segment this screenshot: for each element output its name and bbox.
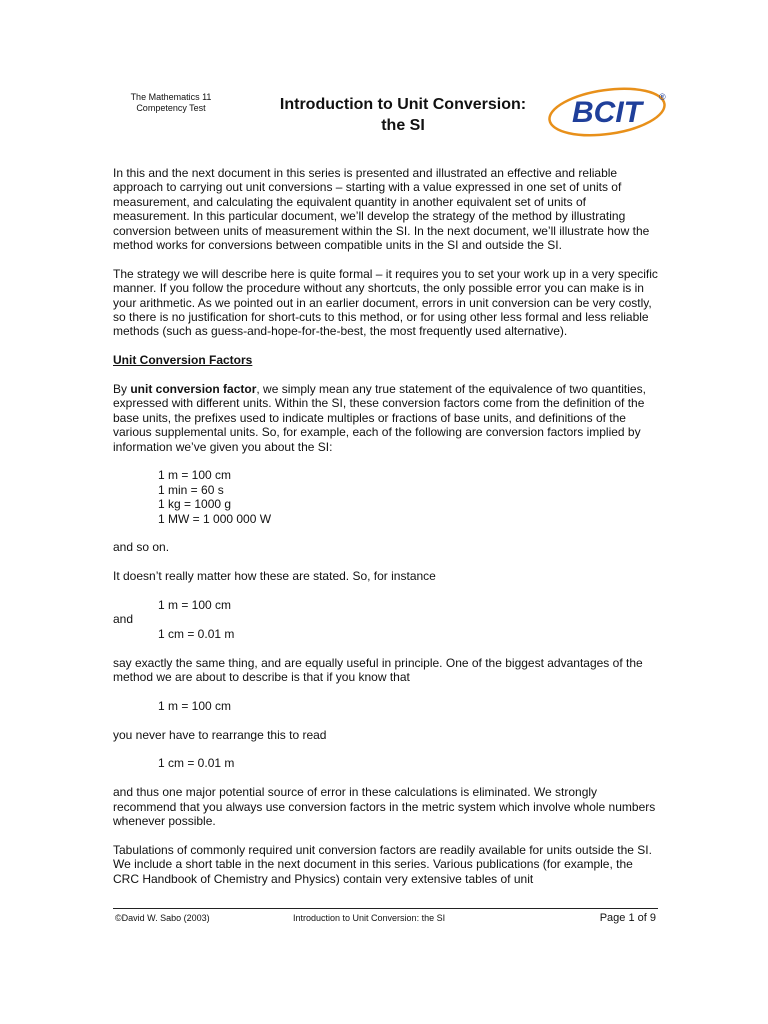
equation-pair-second: 1 cm = 0.01 m bbox=[158, 626, 235, 641]
competency-test-label bbox=[113, 92, 229, 114]
definition-rest: , we simply mean any true statement of the equivalence of two quantities, expressed with different units. Within the SI, these conversion factors come from the definition of the base units, the prefixes used to indicate multiples or fractions of base units, and definitions of the various supplemental units. So, for example, each of the following are conversion factors implied by information we’ve given you about the SI: bbox=[113, 382, 646, 454]
paragraph-definition bbox=[113, 382, 658, 454]
equation-known: 1 m = 100 cm bbox=[158, 698, 232, 713]
document-body bbox=[113, 166, 658, 901]
title-line-2: the SI bbox=[381, 117, 425, 134]
paragraph-strategy: The strategy we will describe here is quite formal – it requires you to set your work up in a very specific manner. If you follow the procedure without any shortcuts, the only possible error you can make is in your arithmetic. As we pointed out in an earlier document, errors in unit conversion can be very costly, so there is no justification for short-cuts to this method, or for using other less formal and less reliable methods (such as guess-and-hope-for-the-best, the most frequently used alternative). bbox=[113, 266, 658, 339]
bcit-logo bbox=[545, 84, 673, 140]
equation-min-s: 1 min = 60 s bbox=[158, 482, 224, 497]
title-line-1: Introduction to Unit Conversion: bbox=[279, 96, 527, 113]
definition-term: unit conversion factor bbox=[130, 382, 257, 397]
logo-registered-mark: ® bbox=[659, 92, 666, 102]
equation-rearranged: 1 cm = 0.01 m bbox=[158, 756, 235, 771]
paragraph-stated: It doesn’t really matter how these are stated. So, for instance bbox=[113, 569, 436, 584]
paragraph-recommendation: and thus one major potential source of error in these calculations is eliminated. We strongly recommend that you always use conversion factors in the metric system which involve whole numbers whenever possible. bbox=[113, 785, 656, 829]
equation-mw-w: 1 MW = 1 000 000 W bbox=[158, 511, 272, 526]
paragraph-intro: In this and the next document in this series is presented and illustrated an effective and reliable approach to carrying out unit conversions – starting with a value expressed in one set of units of measurement, and calculating the equivalent quantity in another equivalent set of units of measurement. In this particular document, we’ll develop the strategy of the method by illustrating conversion between units of measurement within the SI. In the next document, we’ll illustrate how the method works for conversions between compatible units in the SI and outside the SI. bbox=[113, 166, 650, 253]
footer-title: Introduction to Unit Conversion: the SI bbox=[293, 913, 446, 923]
footer-page-number: Page 1 of 9 bbox=[599, 912, 656, 924]
definition-lead: By bbox=[113, 382, 131, 397]
paragraph-tabulations: Tabulations of commonly required unit conversion factors are readily available for units outside the SI. We include a short table in the next document in this series. Various publications (for example, the CRC Handbook of Chemistry and Physics) contain very extensive tables of unit bbox=[113, 842, 652, 886]
equation-pair bbox=[113, 598, 658, 641]
competency-line-2: Competency Test bbox=[136, 103, 206, 113]
logo-wordmark: BCIT bbox=[572, 96, 642, 129]
paragraph-and-so-on: and so on. bbox=[113, 540, 170, 555]
footer-copyright: ©David W. Sabo (2003) bbox=[115, 913, 210, 923]
paragraph-advantage: say exactly the same thing, and are equally useful in principle. One of the biggest advantages of the method we are about to describe is that if you know that bbox=[113, 655, 643, 685]
conjunction-and: and bbox=[113, 612, 134, 627]
competency-line-1: The Mathematics 11 bbox=[130, 92, 212, 102]
document-title bbox=[253, 94, 553, 136]
equation-pair-first: 1 m = 100 cm bbox=[158, 598, 232, 613]
equation-m-cm: 1 m = 100 cm bbox=[158, 468, 232, 483]
page-header bbox=[113, 84, 673, 144]
paragraph-rearrange: you never have to rearrange this to read bbox=[113, 727, 327, 742]
conversion-factor-list bbox=[113, 468, 658, 526]
section-heading: Unit Conversion Factors bbox=[113, 353, 253, 368]
page-footer bbox=[113, 908, 658, 935]
equation-kg-g: 1 kg = 1000 g bbox=[158, 497, 232, 512]
